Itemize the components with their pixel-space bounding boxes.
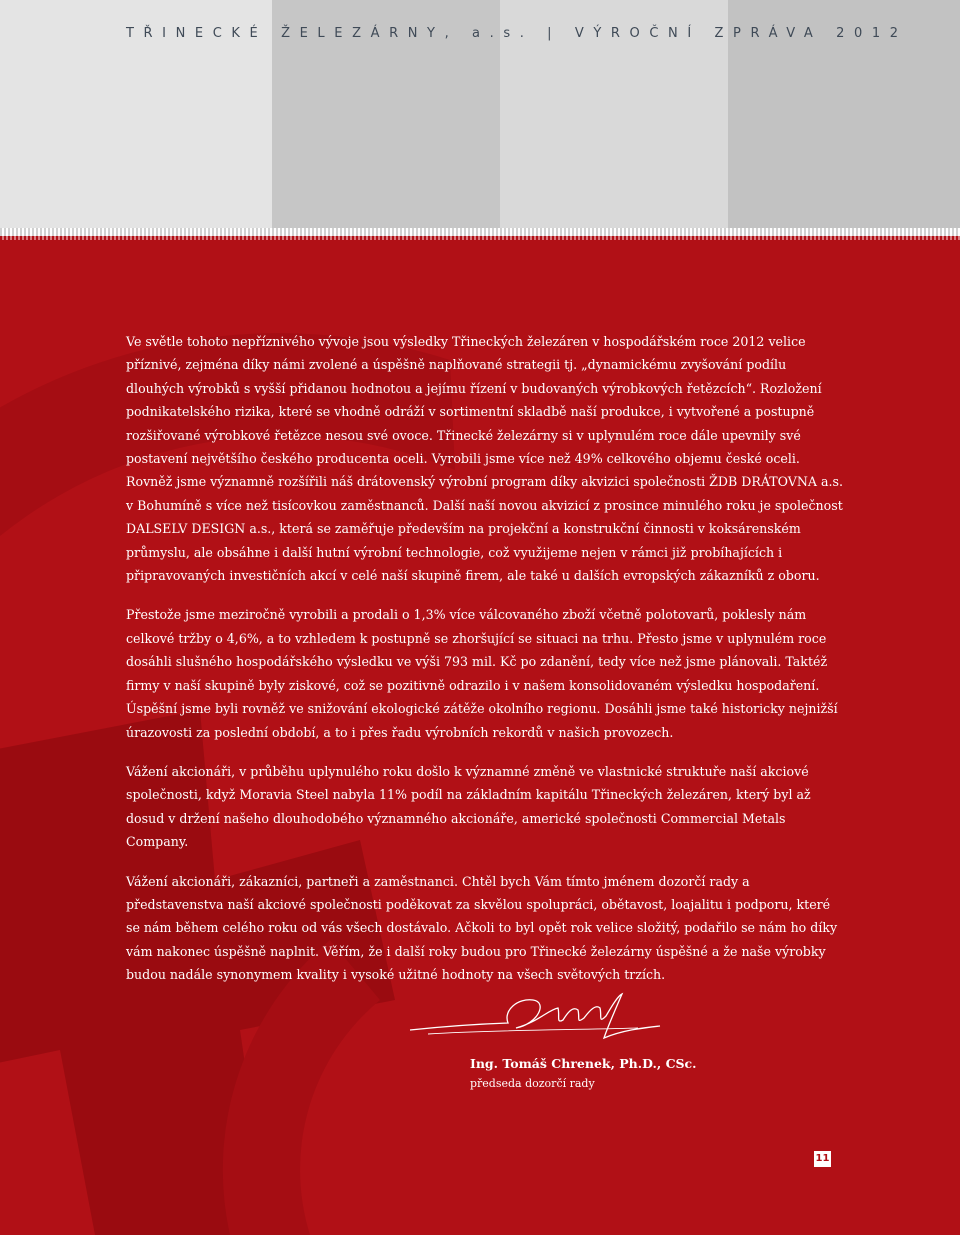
- letter-paragraph: Přestože jsme meziročně vyrobili a prodali o 1,3% více válcovaného zboží včetně polotovarů, poklesly nám celkové tržby o 4,6%, a to vzhledem k postupně se zhoršující se situaci na trhu. Přesto jsme v uplynulém roce dosáhli slušného hospodářského výsledku ve výši 793 mil. Kč po zdanění, tedy více než jsme plánovali. Taktéž firmy v naší skupině byly ziskové, což se pozitivně odrazilo i v našem konsolidovaném výsledku hospodaření. Úspěšní jsme byli rovněž ve snižování ekologické zátěže okolního regionu. Dosáhli jsme také historicky nejnižší úrazovosti za poslední období, a to i přes řadu výrobních rekordů v našich provozech.: [126, 607, 838, 740]
- letter-paragraph: Vážení akcionáři, v průběhu uplynulého roku došlo k významné změně ve vlastnické struktuře naší akciové společnosti, když Moravia Steel nabyla 11% podíl na základním kapitálu Třineckých železáren, který byl až dosud v držení našeho dlouhodobého významného akcionáře, americké společnosti Commercial Metals Company.: [126, 763, 811, 850]
- page-header: [0, 0, 960, 230]
- signer-name: Ing. Tomáš Chrenek, Ph.D., CSc.: [470, 1056, 697, 1071]
- letter-body: [126, 330, 846, 1003]
- letter-paragraph: Vážení akcionáři, zákazníci, partneři a zaměstnanci. Chtěl bych Vám tímto jménem dozorčí rady a představenstva naší akciové společnosti poděkovat za skvělou spolupráci, obětavost, loajalitu i podporu, které se nám během celého roku od vás všech dostávalo. Ačkoli to byl opět rok velice složitý, podařilo se nám ho díky vám nakonec úspěšně naplnit. Věřím, že i další roky budou pro Třinecké železárny úspěšné a že naše výrobky budou nadále synonymem kvality i vysoké užitné hodnoty na všech světových trzích.: [126, 873, 838, 983]
- signer-title: předseda dozorčí rady: [470, 1077, 595, 1090]
- running-header-title: TŘINECKÉ ŽELEZÁRNY, a.s. | VÝROČNÍ ZPRÁVA 2012: [126, 26, 908, 41]
- handwritten-signature: [408, 990, 668, 1050]
- letter-paragraph: Ve světle tohoto nepříznivého vývoje jsou výsledky Třineckých železáren v hospodářském roce 2012 velice příznivé, zejména díky námi zvolené a úspěšně naplňované strategii tj. „dynamickému zvyšování podílu dlouhých výrobků s vyšší přidanou hodnotou a jejímu řízení v budovaných výrobkových řetězcích“. Rozložení podnikatelského rizika, které se vhodně odráží v sortimentní skladbě naší produkce, i vytvořené a postupně rozšiřované výrobkové řetězce nesou své ovoce. Třinecké železárny si v uplynulém roce dále upevnily své postavení největšího českého producenta oceli. Vyrobili jsme více než 49% celkového objemu české oceli. Rovněž jsme významně rozšířili náš drátovenský výrobní program díky akvizici společnosti ŽDB DRÁTOVNA a.s. v Bohumíně s více než tisícovkou zaměstnanců. Další naší novou akvizicí z prosince minulého roku je společnost DALSELV DESIGN a.s., která se zaměřuje především na projekční a konstrukční činnosti v koksárenském průmyslu, ale obsáhne i další hutní výrobní technologie, což využijeme nejen v rámci již probíhajících i připravovaných investičních akcí v celé naší skupině firem, ale také u dalších evropských zákazníků z oboru.: [126, 334, 843, 584]
- page-number: 11: [814, 1151, 831, 1167]
